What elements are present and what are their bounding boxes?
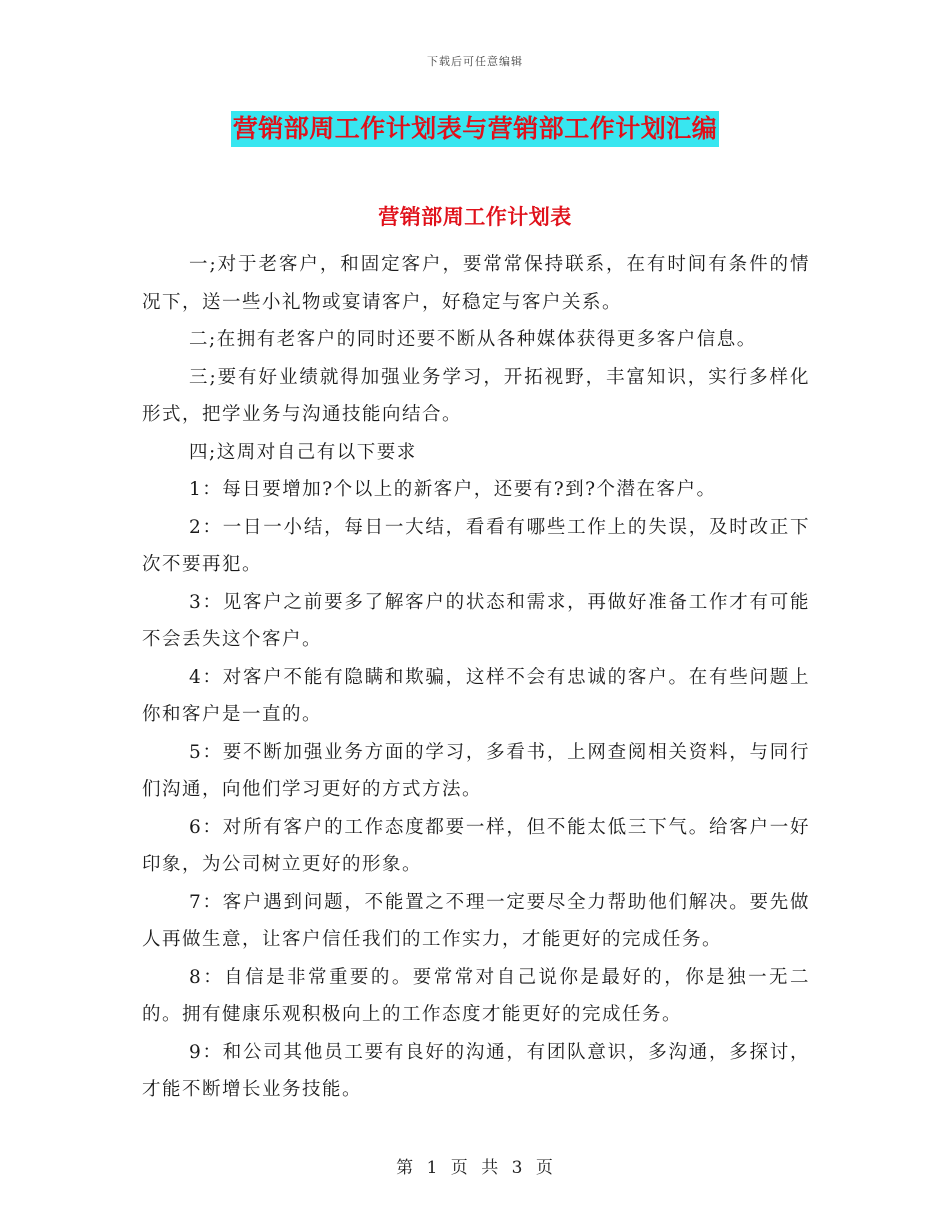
paragraph: 8：自信是非常重要的。要常常对自己说你是最好的，你是独一无二的。拥有健康乐观积极向上的工作态度才能更好的完成任务。 (142, 966, 810, 1025)
paragraph: 6：对所有客户的工作态度都要一样，但不能太低三下气。给客户一好印象，为公司树立更好的形象。 (142, 816, 810, 875)
paragraph: 9：和公司其他员工要有良好的沟通，有团队意识，多沟通，多探讨，才能不断增长业务技能。 (142, 1041, 810, 1100)
paragraph: 三;要有好业绩就得加强业务学习，开拓视野，丰富知识，实行多样化形式，把学业务与沟通技能向结合。 (142, 366, 810, 425)
paragraph: 二;在拥有老客户的同时还要不断从各种媒体获得更多客户信息。 (189, 329, 757, 350)
header-note: 下载后可任意编辑 (427, 55, 523, 68)
paragraph: 四;这周对自己有以下要求 (189, 441, 417, 463)
page-footer: 第 1 页 共 3 页 (396, 1158, 554, 1178)
paragraph: 1：每日要增加?个以上的新客户，还要有?到?个潜在客户。 (189, 479, 717, 500)
body-text (142, 246, 810, 1109)
paragraph: 一;对于老客户，和固定客户，要常常保持联系，在有时间有条件的情况下，送一些小礼物或宴请客户，好稳定与客户关系。 (142, 254, 810, 313)
paragraph: 3：见客户之前要多了解客户的状态和需求，再做好准备工作才有可能不会丢失这个客户。 (142, 591, 810, 650)
document-title-text: 营销部周工作计划表与营销部工作计划汇编 (231, 111, 720, 147)
document-title (0, 111, 950, 147)
paragraph: 5：要不断加强业务方面的学习，多看书，上网查阅相关资料，与同行们沟通，向他们学习更好的方式方法。 (142, 741, 810, 800)
paragraph: 7：客户遇到问题，不能置之不理一定要尽全力帮助他们解决。要先做人再做生意，让客户信任我们的工作实力，才能更好的完成任务。 (142, 891, 810, 950)
paragraph: 4：对客户不能有隐瞒和欺骗，这样不会有忠诚的客户。在有些问题上你和客户是一直的。 (142, 666, 810, 725)
paragraph: 2：一日一小结，每日一大结，看看有哪些工作上的失误，及时改正下次不要再犯。 (142, 516, 810, 575)
section-title: 营销部周工作计划表 (378, 205, 572, 229)
